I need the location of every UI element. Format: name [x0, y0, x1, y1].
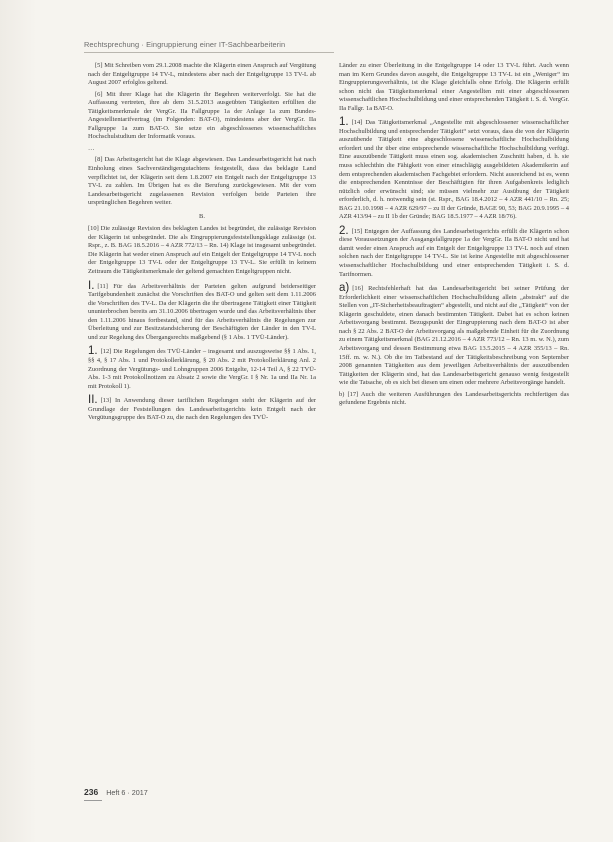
page-number: 236: [84, 787, 99, 797]
paragraph-16-text: [16] Rechtsfehlerhaft hat das Landesarbeitsgericht bei seiner Prüfung der Erforderlichkeit einer wissenschaftlichen Hochschulbildung allein „abstrakt“ auf die Stellen von „IT-Sicherheitsbeauftragten“ abgestellt, und nicht auf die „Tätigkeit“ von der Klägerin geschuldete, einen danach bestimmten Tätigkeit. Dabei hat es schon keinen Arbeitsvorgang bestimmt. Bezugspunkt der Eingruppierung nach dem BAT-O ist aber nach § 22 Abs. 2 BAT-O der Arbeitsvorgang als maßgebende Einheit für die Zuordnung zu einem Tätigkeitsmerkmal (BAG 21.12.2016 – 4 AZR 773/12 – Rn. 13 m. w. N.), zum Arbeitsvorgang und dessen Bestimmung etwa BAG 13.5.2015 – 4 AZR 355/13 – Rn. 15ff. m. w. N.). Ob die im Tatbestand auf der Tätigkeitsbeschreibung von September 2008 genannten Tätigkeiten aus dem jeweiligen Arbeitsverhältnis der auszuübenden Tätigkeiten der Klägerin sind, hat das Landesarbeitsgericht genauso wenig festgestellt wie die Tatsache, ob es sich bei diesen um einen oder mehrere Arbeitsvorgänge handelt.: [339, 285, 569, 387]
paragraph-11: [88, 279, 316, 343]
paragraph-13-text: [13] In Anwendung dieser tariflichen Regelungen steht der Klägerin auf der Grundlage der Feststellungen des Landesarbeitsgerichts kein Entgelt nach der Vergütungsgruppe des BAT-O zu, die nach den Regelungen des TVÜ-: [88, 397, 316, 422]
issue-label: Heft 6 · 2017: [106, 788, 148, 797]
paragraph-15: [339, 224, 569, 279]
roman-numeral-i: I.: [88, 279, 95, 292]
section-heading-b: B.: [199, 212, 205, 220]
number-2: 2.: [339, 224, 349, 237]
header-rule: [84, 52, 334, 53]
paragraph-12-text: [12] Die Regelungen des TVÜ-Länder – insgesamt und auszugsweise §§ 1 Abs. 1, §§ 4, § 17 Abs. 1 und Protokollerklärung, § 20 Abs. 2 mit Protokollerklärung Anl. 2 Zuordnung der Vergütungs- und Lohngruppen 2006 Entgelte, 12-14 Teil A, § 22 TVÜ-Abs. 1-3 mit Protokollnotizen zu Absatz 2 sowie die VergGr. I § Nr. 1a und IIa Nr. 1a mit Protokoll 1).: [88, 348, 316, 390]
number-1: 1.: [339, 116, 349, 129]
right-column: [339, 62, 569, 411]
paragraph-16: [339, 284, 569, 388]
paragraph-5: [5] Mit Schreiben vom 29.1.2008 machte die Klägerin einen Anspruch auf Vergütung nach der Entgeltgruppe 14 TV-L, mindestens aber nach der Entgeltgruppe 13 TV-L ab August 2007 erfolglos geltend.: [88, 62, 316, 87]
running-head: Rechtsprechung · Eingruppierung einer IT-Sachbearbeiterin: [84, 40, 286, 49]
paragraph-10: [10] Die zulässige Revision des beklagten Landes ist begründet, die zulässige Revision der Klägerin ist unbegründet. Die als Eingruppierungsfeststellungsklage zulässige (st. Rspr., z. B. BAG 18.5.2016 – 4 AZR 772/13 – Rn. 14) Klage ist insgesamt unbegründet. Die Klägerin hat weder einen Anspruch auf ein Entgelt der Entgeltgruppe 14 TV-L noch der Entgeltgruppe 13 TV-L oder der Entgeltgruppe 13 TV-L. Sie erfüllt in keinem Zeitraum die Tätigkeitsmerkmale der geltend gemachten Entgeltgruppen nicht.: [88, 225, 316, 276]
paragraph-17: [339, 391, 569, 408]
left-column: [88, 62, 316, 426]
page-footer: [84, 787, 148, 797]
paragraph-12: [88, 347, 316, 391]
paragraph-11-text: [11] Für das Arbeitsverhältnis der Parteien gelten aufgrund beiderseitiger Tarifgebundenheit zunächst die Vorschriften des BAT-O und gelten seit dem 1.11.2006 die Vorschriften des TV-L. Da der Klägerin die ihr übertragene Tätigkeit einer Tätigkeit ununterbrochen bereits am 31.10.2006 übertragen wurde und das Arbeitsverhältnis über den 1.11.2006 hinaus fortbestand, sind für das Arbeitsverhältnis die Regelungen zur Überleitung und zur Besitzstandsicherung der Beschäftigten der Länder in den TV-L und zur Regelung des Übergangsrechts maßgebend (§ 1 Abs. 1 TVÜ-Länder).: [88, 282, 316, 341]
footer-rule: [84, 800, 102, 801]
paragraph-15-text: [15] Entgegen der Auffassung des Landesarbeitsgerichts erfüllt die Klägerin schon diese Voraussetzungen der Ausgangsfallgruppe 1a der VergGr. IIa BAT-O nicht und hat damit weder einen Anspruch auf ein Entgelt der Entgeltgruppe 13 TV-L noch auf einen solchen nach der Entgeltgruppe 14 TV-L. Sie ist keine Angestellte mit abgeschlossener wissenschaftlicher Hochschulbildung und einer entsprechenden Tätigkeit i. S. d. Tarifnormen.: [339, 227, 569, 278]
paragraph-continued: Länder zu einer Überleitung in die Entgeltgruppe 14 oder 13 TV-L führt. Auch wenn man im Kern Grundes davon ausgeht, die Entgeltgruppe 13 TV-L ist ein „Weniger“ im Eingruppierungsverhältnis, ist die Klage gleichfalls ohne Erfolg. Die Klägerin erfüllt schon nicht das Tätigkeitsmerkmal einer Angestellten mit einer abgeschlossenen wissenschaftlichen Hochschulbildung und einer entsprechenden Tätigkeit i. S. d. VergGr. IIa Fallgr. 1a BAT-O.: [339, 62, 569, 112]
ellipsis: …: [88, 144, 95, 152]
number-1: 1.: [88, 345, 98, 358]
paragraph-17-text: [17] Auch die weiteren Ausführungen des Landesarbeitsgerichts rechtfertigen das gefundene Ergebnis nicht.: [339, 390, 570, 407]
letter-a: a): [339, 282, 350, 295]
paragraph-13: [88, 396, 316, 423]
paragraph-6: [6] Mit ihrer Klage hat die Klägerin ihr Begehren weiterverfolgt. Sie hat die Auffassung vertreten, ihre ab dem 31.5.2013 ausgeübten Tätigkeiten erfüllten die Tätigkeitsmerkmale der VergGr. IIa Fallgruppe 1a der Anlage 1a zum Bundes-Angestelltentarifvertrag (im Folgenden: BAT-O), mindestens aber der VergGr. IIa Fallgruppe 1a zum BAT-O. Sie setze ein abgeschlossenes wissenschaftliches Hochschulstudium der Informatik voraus.: [88, 90, 316, 141]
paragraph-14-text: [14] Das Tätigkeitsmerkmal „Angestellte mit abgeschlossener wissenschaftlicher Hochschulbildung und entsprechender Tätigkeit“ setzt voraus, dass die von der Klägerin auszuübende Tätigkeit eine abgeschlossene wissenschaftliche Hochschulbildung erfordert und ihr über eine entsprechende wissenschaftliche Hochschulbildung verfügt. Eine auszuübende Tätigkeit muss einen sog. akademischen Zuschnitt haben, d. h. sie muss schlechthin die Fähigkeit von einer einschlägig ausgebildeten Akademikerin auf dem entsprechenden akademischen Fachgebiet erfordern. Nicht ausreichend ist es, wenn die entsprechenden Kenntnisse der Beschäftigten für ihren Aufgabenkreis lediglich nützlich oder erwünscht sind; sie müssen vielmehr zur Ausübung der Tätigkeit erforderlich, d. h. notwendig sein (st. Rspr., BAG 18.4.2012 – 4 AZR 441/10 – Rn. 25; BAG 21.10.1998 – 4 AZR 629/97 – zu II der Gründe, BAGE 90, 53; BAG 20.9.1995 – 4 AZR 413/94 – zu II 1b der Gründe; BAG 18.5.1977 – 4 AZR 18/76).: [339, 119, 569, 221]
roman-numeral-ii: II.: [88, 394, 98, 407]
paragraph-14: [339, 118, 569, 222]
letter-b: b): [339, 390, 345, 398]
paragraph-8: [8] Das Arbeitsgericht hat die Klage abgewiesen. Das Landesarbeitsgericht hat nach Einholung eines Sachverständigengutachtens festgestellt, dass das beklagte Land verpflichtet ist, der Klägerin seit dem 1.8.2007 ein Entgelt nach der Entgeltgruppe 13 TV-L zu zahlen. Im Übrigen hat es die Berufung zurückgewiesen. Mit der vom Landesarbeitsgericht zugelassenen Revision verfolgen beide Parteien ihre ursprünglichen Begehren weiter.: [88, 156, 316, 207]
